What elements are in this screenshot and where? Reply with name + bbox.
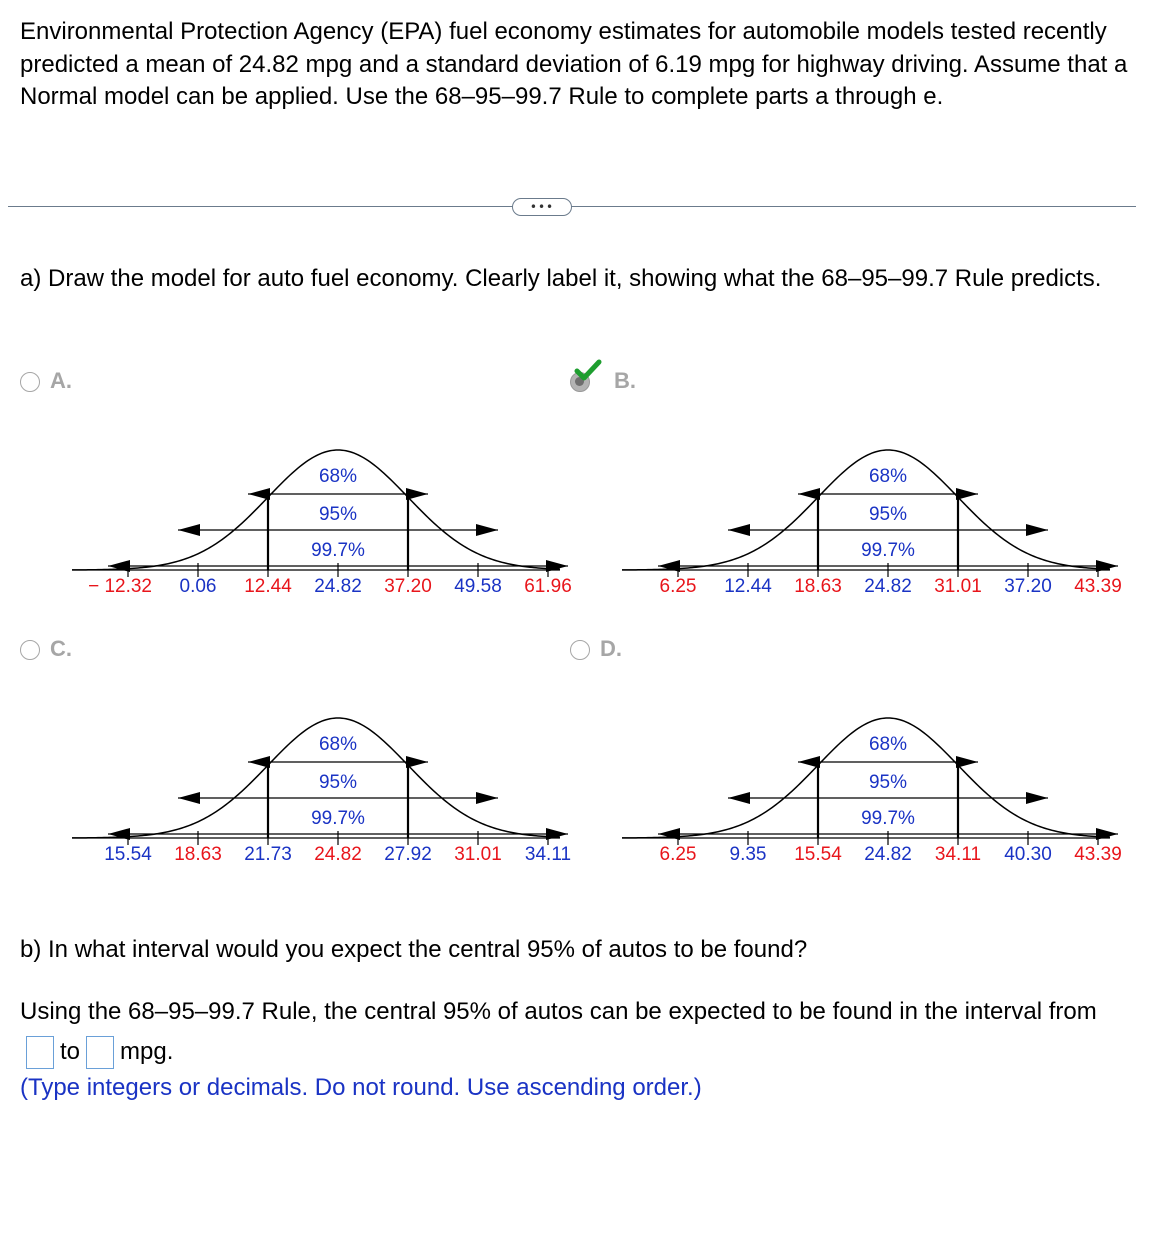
tick-label-3: 24.82 <box>864 576 912 597</box>
label-997: 99.7% <box>311 808 365 829</box>
tick-label-1: 12.44 <box>724 576 772 597</box>
section-divider <box>8 206 1136 207</box>
arrow-68-head-left <box>798 756 820 768</box>
arrow-95-head-right <box>476 524 498 536</box>
tick-label-5: 31.01 <box>454 844 502 865</box>
to-label: to <box>60 1038 81 1065</box>
arrow-95-head-right <box>1026 792 1048 804</box>
arrow-95-head-left <box>178 524 200 536</box>
label-997: 99.7% <box>861 540 915 561</box>
label-997: 99.7% <box>861 808 915 829</box>
tick-label-2: 18.63 <box>794 576 842 597</box>
tick-label-1: 18.63 <box>174 844 222 865</box>
tick-label-3: 24.82 <box>864 844 912 865</box>
arrow-68-head-right <box>956 756 978 768</box>
option-d[interactable] <box>570 630 1120 900</box>
tick-label-0: 6.25 <box>659 576 697 597</box>
tick-label-0: − 12.32 <box>88 576 152 597</box>
arrow-68-head-right <box>406 756 428 768</box>
tick-label-5: 37.20 <box>1004 576 1052 597</box>
label-68: 68% <box>318 734 358 755</box>
interval-upper-input[interactable] <box>86 1036 114 1069</box>
interval-lower-input[interactable] <box>26 1036 54 1069</box>
label-95: 95% <box>868 504 908 525</box>
part-b-lead-text: Using the 68–95–99.7 Rule, the central 95% of autos can be expected to be found in the interval from <box>20 998 1097 1025</box>
tick-label-1: 0.06 <box>179 576 217 597</box>
option-a-letter: A. <box>50 368 72 393</box>
option-c-radio[interactable] <box>20 640 40 660</box>
arrow-95-head-left <box>178 792 200 804</box>
tick-label-4: 27.92 <box>384 844 432 865</box>
tick-label-5: 40.30 <box>1004 844 1052 865</box>
arrow-95-head-left <box>728 792 750 804</box>
tick-label-4: 37.20 <box>384 576 432 597</box>
tick-label-4: 31.01 <box>934 576 982 597</box>
option-a[interactable] <box>20 362 570 632</box>
answer-hint: (Type integers or decimals. Do not round. Use ascending order.) <box>20 1074 702 1101</box>
tick-label-3: 24.82 <box>314 844 362 865</box>
label-95: 95% <box>868 772 908 793</box>
tick-label-2: 15.54 <box>794 844 842 865</box>
tick-label-5: 49.58 <box>454 576 502 597</box>
more-button[interactable]: ••• <box>512 198 572 216</box>
tick-label-0: 15.54 <box>104 844 152 865</box>
label-68: 68% <box>868 466 908 487</box>
option-b-graph <box>570 410 1120 610</box>
arrow-95-head-right <box>1026 524 1048 536</box>
arrow-68-head-right <box>956 488 978 500</box>
arrow-68-head-left <box>798 488 820 500</box>
label-68: 68% <box>318 466 358 487</box>
option-d-letter: D. <box>600 636 622 661</box>
tick-label-2: 21.73 <box>244 844 292 865</box>
part-a-prompt: a) Draw the model for auto fuel economy. Clearly label it, showing what the 68–95–99.7 Rule predicts. <box>20 265 1102 292</box>
arrow-68-head-left <box>248 756 270 768</box>
tick-label-6: 34.11 <box>524 844 572 865</box>
tick-label-6: 43.39 <box>1074 576 1122 597</box>
tick-label-0: 6.25 <box>659 844 697 865</box>
option-a-graph <box>20 410 570 610</box>
arrow-68-head-right <box>406 488 428 500</box>
checkmark-icon <box>575 360 601 382</box>
part-b-question: b) In what interval would you expect the central 95% of autos to be found? <box>20 936 808 963</box>
question-text: Environmental Protection Agency (EPA) fuel economy estimates for automobile models tested recently predicted a mean of 24.82 mpg and a standard deviation of 6.19 mpg for highway driving. Assume that a Normal model can be applied. Use the 68–95–99.7 Rule to complete parts a through e. <box>20 18 1128 110</box>
option-d-radio[interactable] <box>570 640 590 660</box>
label-95: 95% <box>318 504 358 525</box>
option-b-letter: B. <box>614 368 636 393</box>
option-d-graph <box>570 678 1120 878</box>
arrow-68-head-left <box>248 488 270 500</box>
label-68: 68% <box>868 734 908 755</box>
option-c[interactable] <box>20 630 570 900</box>
part-b-answer-line <box>20 992 1130 1072</box>
unit-label: mpg. <box>120 1038 174 1065</box>
tick-label-2: 12.44 <box>244 576 292 597</box>
tick-label-4: 34.11 <box>934 844 982 865</box>
arrow-95-head-left <box>728 524 750 536</box>
tick-label-1: 9.35 <box>729 844 767 865</box>
label-997: 99.7% <box>311 540 365 561</box>
arrow-95-head-right <box>476 792 498 804</box>
label-95: 95% <box>318 772 358 793</box>
option-c-graph <box>20 678 570 878</box>
tick-label-6: 61.96 <box>524 576 572 597</box>
tick-label-3: 24.82 <box>314 576 362 597</box>
option-b[interactable] <box>570 362 1120 632</box>
option-c-letter: C. <box>50 636 72 661</box>
tick-label-6: 43.39 <box>1074 844 1122 865</box>
option-a-radio[interactable] <box>20 372 40 392</box>
